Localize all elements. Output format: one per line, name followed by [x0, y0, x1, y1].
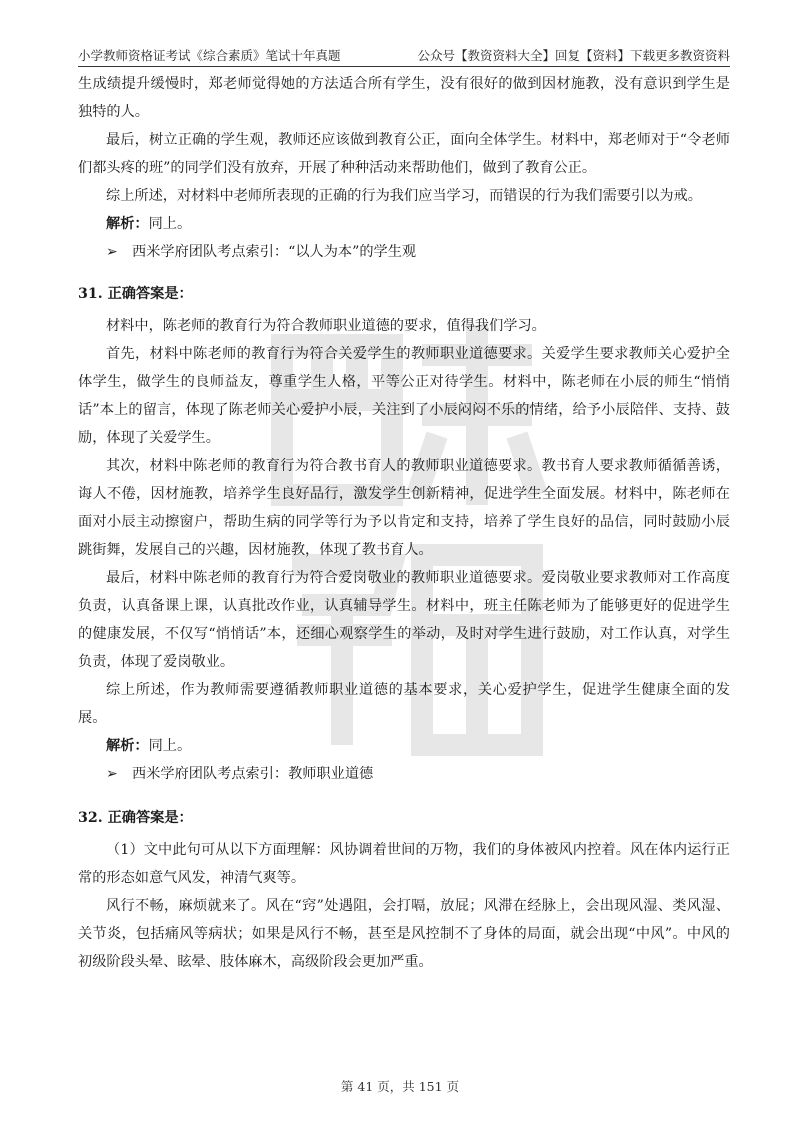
topic-index-line	[78, 238, 730, 266]
paragraph: 首先，材料中陈老师的教育行为符合关爱学生的教师职业道德要求。关爱学生要求教师关心爱护全体学生，做学生的良师益友，尊重学生人格，平等公正对待学生。材料中，陈老师在小辰的师生“悄悄话”本上的留言，体现了陈老师关心爱护小辰，关注到了小辰闷闷不乐的情绪，给予小辰陪伴、支持、鼓励，体现了关爱学生。	[78, 346, 730, 446]
header-promo: 公众号【教资资料大全】回复【资料】下载更多教资资料	[417, 48, 730, 63]
header-divider	[78, 66, 730, 67]
analysis-text: 同上。	[148, 216, 192, 232]
analysis-line	[78, 732, 730, 760]
analysis-text: 同上。	[148, 738, 192, 754]
paragraph: 综上所述，对材料中老师所表现的正确的行为我们应当学习，而错误的行为我们需要引以为戒。	[106, 188, 702, 204]
analysis-line	[78, 210, 730, 238]
topic-index-line	[78, 760, 730, 788]
question-heading: 32. 正确答案是：	[78, 810, 193, 826]
header-title: 小学教师资格证考试《综合素质》笔试十年真题	[78, 48, 341, 63]
question-heading: 31. 正确答案是：	[78, 286, 193, 302]
paragraph: （1）文中此句可从以下方面理解：风协调着世间的万物，我们的身体被风内控着。风在体内运行正常的形态如意气风发，神清气爽等。	[78, 842, 730, 886]
page-header	[78, 44, 730, 66]
paragraph: 生成绩提升缓慢时，郑老师觉得她的方法适合所有学生，没有很好的做到因材施教，没有意识到学生是独特的人。	[78, 76, 730, 120]
arrow-bullet-icon: ➢	[106, 244, 118, 260]
paragraph: 其次，材料中陈老师的教育行为符合教书育人的教师职业道德要求。教书育人要求教师循循善诱，诲人不倦，因材施教，培养学生良好品行，激发学生创新精神，促进学生全面发展。材料中，陈老师在面对小辰主动擦窗户，帮助生病的同学等行为予以肯定和支持，培养了学生良好的品信，同时鼓励小辰跳街舞，发展自己的兴趣，因材施教，体现了教书育人。	[78, 458, 730, 558]
paragraph: 材料中，陈老师的教育行为符合教师职业道德的要求，值得我们学习。	[106, 318, 546, 334]
paragraph: 综上所述，作为教师需要遵循教师职业道德的基本要求，关心爱护学生，促进学生健康全面的发展。	[78, 682, 730, 726]
analysis-label: 解析：	[106, 738, 149, 754]
paragraph: 最后，树立正确的学生观，教师还应该做到教育公正，面向全体学生。材料中，郑老师对于“令老师们都头疼的班”的同学们没有放弃，开展了种种活动来帮助他们，做到了教育公正。	[78, 132, 730, 176]
topic-index-text: 西米学府团队考点索引：教师职业道德	[132, 766, 374, 782]
analysis-label: 解析：	[106, 216, 149, 232]
page-number: 第 41 页，共 151 页	[340, 1079, 460, 1094]
arrow-bullet-icon: ➢	[106, 766, 118, 782]
paragraph: 最后，材料中陈老师的教育行为符合爱岗敬业的教师职业道德要求。爱岗敬业要求教师对工作高度负责，认真备课上课，认真批改作业，认真辅导学生。材料中，班主任陈老师为了能够更好的促进学生的健康发展，不仅写“悄悄话”本，还细心观察学生的举动，及时对学生进行鼓励，对工作认真，对学生负责，体现了爱岗敬业。	[78, 570, 730, 670]
topic-index-text: 西米学府团队考点索引：“以人为本”的学生观	[132, 244, 417, 260]
paragraph: 风行不畅，麻烦就来了。风在“窍”处遇阻，会打嗝，放屁；风滞在经脉上，会出现风湿、类风湿、关节炎，包括痛风等病状；如果是风行不畅，甚至是风控制不了身体的局面，就会出现“中风”。中风的初级阶段头晕、眩晕、肢体麻木，高级阶段会更加严重。	[78, 898, 730, 970]
page-content	[78, 70, 730, 976]
